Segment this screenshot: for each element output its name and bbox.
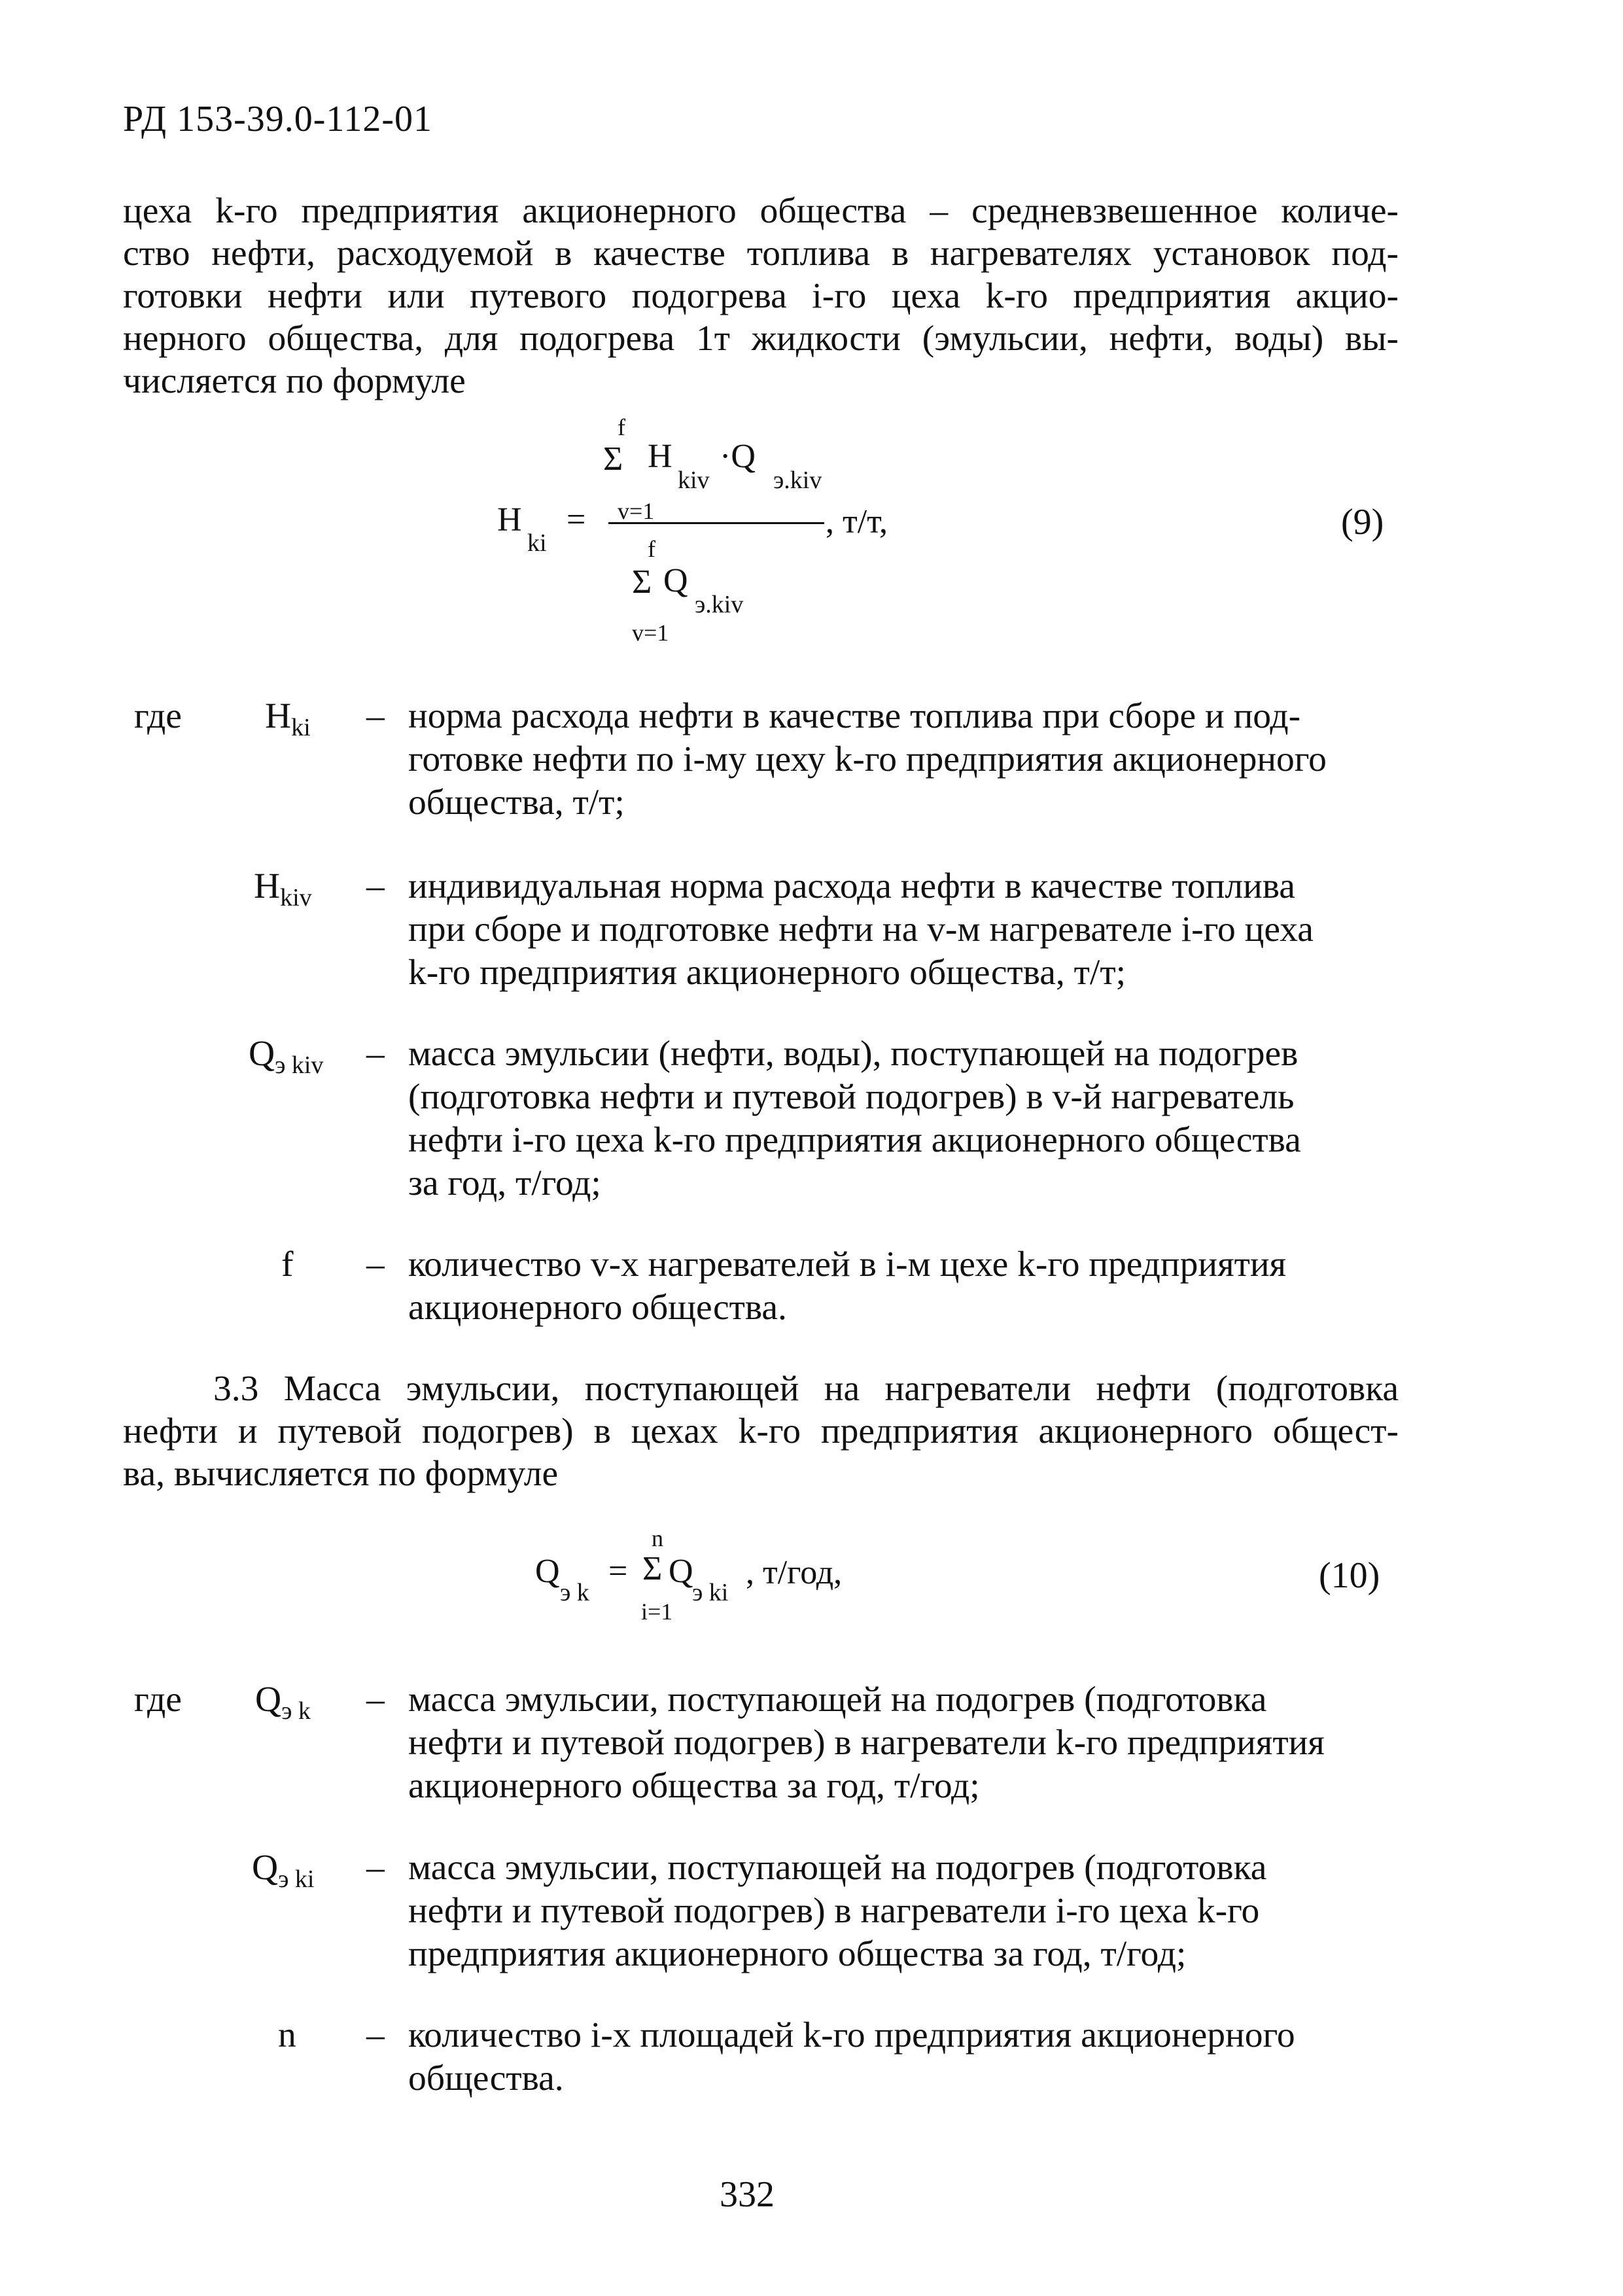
- paragraph-line: нефти и путевой подогрев) в цехах k-го предприятия акционерного общест-: [123, 1411, 1399, 1451]
- sum-upper-limit: n: [652, 1525, 663, 1551]
- lhs-subscript: ki: [527, 529, 547, 557]
- lhs-symbol: H: [497, 501, 522, 539]
- sum-sign: Σ: [642, 1550, 663, 1587]
- definition-dash: –: [366, 1245, 385, 1284]
- definition-text: индивидуальная норма расхода нефти в качестве топлива при сборе и подготовке нефти на v-м нагревателе i-го цеха k-го предприятия акционерного общества, т/т;: [408, 866, 1314, 993]
- equals-sign: =: [567, 501, 586, 539]
- definition-text: количество i-х площадей k-го предприятия акционерного общества.: [408, 2015, 1295, 2098]
- definition-dash: –: [366, 1034, 385, 1074]
- paragraph-2: [123, 1368, 1399, 1495]
- denominator-subscript: э.kiv: [695, 591, 744, 618]
- sum-lower-limit: v=1: [632, 620, 669, 646]
- sum-sign: Σ: [632, 563, 652, 601]
- paragraph-line: числяется по формуле: [123, 361, 466, 401]
- sum-upper-limit: f: [648, 536, 655, 562]
- equation-number: (9): [1341, 502, 1384, 542]
- definition-text: масса эмульсии, поступающей на подогрев (подготовка нефти и путевой подогрев) в нагреватели k-го предприятия акционерного общества за год, т/год;: [408, 1680, 1325, 1806]
- formula-unit: , т/год,: [746, 1554, 843, 1591]
- where-label: где: [134, 1680, 182, 1720]
- numerator-factor-subscript: э.kiv: [773, 467, 822, 494]
- equals-sign: =: [608, 1553, 628, 1590]
- paragraph-line: цеха k-го предприятия акционерного общества – средневзвешенное количе-: [123, 191, 1399, 231]
- definition-dash: –: [366, 1680, 385, 1720]
- formula-unit: , т/т,: [826, 503, 888, 540]
- numerator-symbol: H: [648, 438, 672, 475]
- numerator-factor: ·Q: [720, 438, 756, 475]
- definition-text: масса эмульсии (нефти, воды), поступающей на подогрев (подготовка нефти и путевой подогрев) в v-й нагреватель нефти i-го цеха k-го предприятия акционерного общества за год, т/год;: [408, 1034, 1301, 1203]
- paragraph-line: ва, вычисляется по формуле: [123, 1454, 559, 1494]
- definition-symbol: $H_{kiv}$: [254, 866, 312, 911]
- numerator-subscript: kiv: [678, 467, 710, 494]
- definition-dash: –: [366, 2015, 385, 2055]
- lhs-subscript: э k: [560, 1579, 589, 1606]
- definition-dash: –: [366, 1848, 385, 1888]
- sum-lower-limit: v=1: [618, 498, 655, 524]
- definition-text: количество v-х нагревателей в i-м цехе k-го предприятия акционерного общества.: [408, 1245, 1287, 1328]
- paragraph-line: готовки нефти или путевого подогрева i-го цеха k-го предприятия акцио-: [123, 276, 1399, 316]
- definition-symbol: n: [278, 2015, 296, 2055]
- sum-sign: Σ: [603, 440, 623, 478]
- fraction-bar: [608, 522, 824, 524]
- definition-symbol: $Q_{э k}$: [255, 1680, 311, 1725]
- lhs-symbol: Q: [535, 1553, 560, 1590]
- equation-number: (10): [1319, 1555, 1380, 1596]
- definition-symbol: f: [281, 1245, 294, 1284]
- where-label: где: [134, 696, 182, 736]
- page-number: 332: [720, 2174, 775, 2215]
- denominator-symbol: Q: [663, 562, 688, 599]
- definition-symbol: $Q_{э kiv}$: [249, 1034, 324, 1079]
- paragraph-line: ство нефти, расходуемой в качестве топлива в нагревателях установок под-: [123, 234, 1399, 274]
- definition-text: масса эмульсии, поступающей на подогрев (подготовка нефти и путевой подогрев) в нагреватели i-го цеха k-го предприятия акционерного общества за год, т/год;: [408, 1848, 1267, 1974]
- sum-lower-limit: i=1: [641, 1598, 673, 1625]
- definition-symbol: $H_{ki}$: [265, 696, 311, 741]
- definition-dash: –: [366, 866, 385, 906]
- sum-upper-limit: f: [618, 414, 625, 440]
- definition-text: норма расхода нефти в качестве топлива при сборе и под- готовке нефти по i-му цеху k-го предприятия акционерного общества, т/т;: [408, 696, 1327, 822]
- definition-symbol: $Q_{э ki}$: [252, 1848, 315, 1893]
- rhs-subscript: э ki: [692, 1579, 729, 1606]
- document-header: РД 153-39.0-112-01: [123, 99, 432, 139]
- paragraph-line: 3.3 Масса эмульсии, поступающей на нагреватели нефти (подготовка: [213, 1369, 1399, 1409]
- paragraph-1: [123, 190, 1399, 402]
- rhs-symbol: Q: [669, 1553, 693, 1590]
- paragraph-line: нерного общества, для подогрева 1т жидкости (эмульсии, нефти, воды) вы-: [123, 319, 1399, 359]
- definition-dash: –: [366, 696, 385, 736]
